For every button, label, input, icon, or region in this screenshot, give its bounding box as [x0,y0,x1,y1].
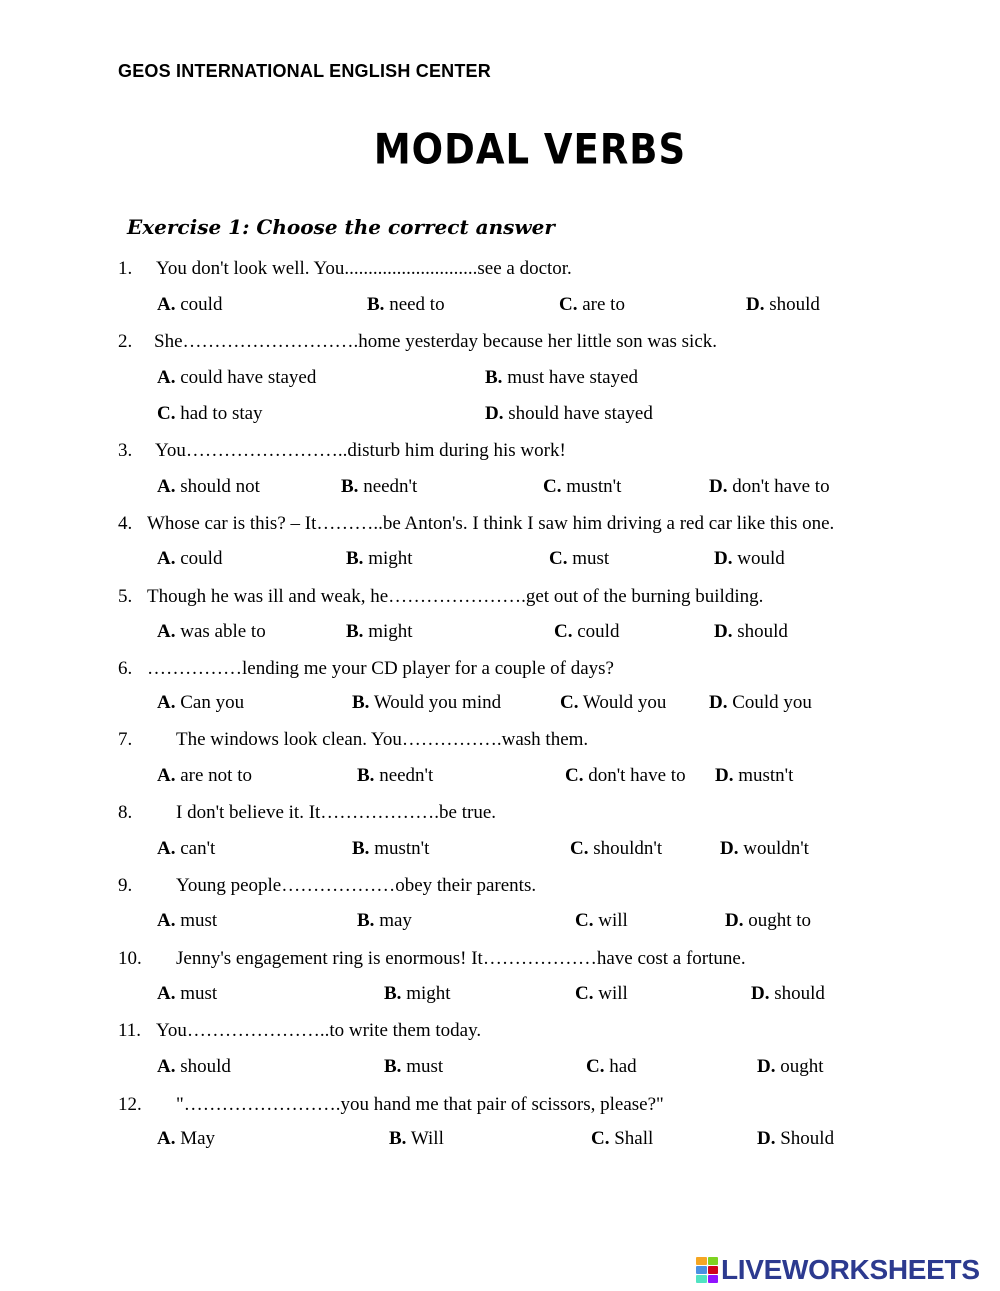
option-letter: A. [157,621,176,642]
question-4-option-a[interactable] [157,547,222,571]
option-text: must have stayed [507,367,639,388]
logo-text: LIVEWORKSHEETS [721,1254,980,1285]
question-4-number: 4. [118,513,133,534]
question-8-option-b[interactable] [352,837,429,861]
option-letter: D. [709,692,728,713]
option-letter: D. [720,838,739,859]
question-9-option-c[interactable] [575,909,628,933]
option-text: can't [180,838,216,859]
question-3-option-a[interactable] [157,475,260,499]
liveworksheets-logo-icon [696,1257,718,1283]
liveworksheets-logo [696,1255,980,1285]
option-text: are to [582,294,625,315]
question-1-option-c[interactable] [559,293,625,317]
option-letter: C. [565,765,584,786]
option-letter: C. [543,476,562,497]
question-2-text: She……………………….home yesterday because her little son was sick. [154,331,718,352]
question-2-option-a[interactable] [157,366,316,390]
option-letter: D. [709,476,728,497]
exercise-title: Exercise 1: Choose the correct answer [127,215,555,239]
option-letter: C. [157,403,176,424]
question-9-option-d[interactable] [725,909,811,933]
question-9-number: 9. [118,875,133,896]
question-8-option-c[interactable] [570,837,662,861]
question-10-number: 10. [118,948,142,969]
question-5-option-c[interactable] [554,620,619,644]
question-7-option-b[interactable] [357,764,433,788]
option-letter: B. [346,548,364,569]
question-8-text: I don't believe it. It……………….be true. [176,802,497,823]
option-letter: A. [157,1056,176,1077]
option-letter: A. [157,910,176,931]
option-text: Would you [582,692,667,713]
question-5-option-b[interactable] [346,620,413,644]
option-letter: B. [341,476,359,497]
option-letter: D. [746,294,765,315]
option-text: must [180,983,218,1004]
option-text: needn't [363,476,418,497]
option-letter: C. [575,983,594,1004]
option-text: May [180,1128,216,1149]
option-text: should have stayed [508,403,653,424]
option-text: should [774,983,825,1004]
option-text: was able to [180,621,266,642]
option-text: wouldn't [743,838,809,859]
question-6-option-c[interactable] [560,691,666,715]
option-letter: C. [575,910,594,931]
question-9-option-b[interactable] [357,909,412,933]
option-text: needn't [379,765,434,786]
option-letter: C. [554,621,573,642]
question-1-option-d[interactable] [746,293,820,317]
option-text: could [180,294,223,315]
option-text: will [598,910,628,931]
option-letter: D. [714,548,733,569]
option-text: might [406,983,451,1004]
option-text: should not [180,476,260,497]
question-10-option-c[interactable] [575,982,628,1006]
option-text: are not to [180,765,252,786]
question-6-option-d[interactable] [709,691,812,715]
question-4-option-b[interactable] [346,547,413,571]
question-10-option-b[interactable] [384,982,451,1006]
question-12-option-c[interactable] [591,1127,653,1151]
option-text: would [737,548,785,569]
question-3-option-c[interactable] [543,475,621,499]
question-11-option-a[interactable] [157,1055,231,1079]
option-text: could [180,548,223,569]
center-name: GEOS INTERNATIONAL ENGLISH CENTER [118,61,491,81]
option-text: will [598,983,628,1004]
option-letter: C. [559,294,578,315]
option-letter: B. [384,1056,402,1077]
question-10-option-d[interactable] [751,982,825,1006]
option-text: don't have to [732,476,830,497]
option-letter: B. [485,367,503,388]
option-letter: C. [591,1128,610,1149]
option-text: should [737,621,788,642]
option-letter: D. [715,765,734,786]
option-letter: C. [570,838,589,859]
option-letter: A. [157,983,176,1004]
option-letter: A. [157,692,176,713]
option-letter: A. [157,367,176,388]
option-text: had [609,1056,637,1077]
option-letter: A. [157,294,176,315]
option-text: might [368,548,413,569]
question-10-text: Jenny's engagement ring is enormous! It………………have cost a fortune. [176,948,746,969]
question-4-text: Whose car is this? – It………..be Anton's. I think I saw him driving a red car like this one. [147,513,835,534]
question-5-number: 5. [118,586,133,607]
question-4-option-d[interactable] [714,547,785,571]
question-1-text: You don't look well. You............................see a doctor. [156,258,572,279]
question-7-text: The windows look clean. You…………….wash them. [176,729,589,750]
option-letter: A. [157,765,176,786]
option-text: should [769,294,820,315]
option-letter: A. [157,838,176,859]
option-text: mustn't [566,476,622,497]
option-text: Will [410,1128,444,1149]
option-text: need to [389,294,445,315]
page-title: MODAL VERBS [373,125,687,174]
option-letter: D. [751,983,770,1004]
option-text: had to stay [180,403,263,424]
question-5-option-a[interactable] [157,620,266,644]
question-3-text: You……………………..disturb him during his work! [155,440,566,461]
option-letter: B. [357,910,375,931]
question-12-option-b[interactable] [389,1127,444,1151]
option-text: ought [780,1056,824,1077]
option-text: don't have to [588,765,686,786]
question-2-number: 2. [118,331,133,352]
option-text: must [180,910,218,931]
option-letter: B. [352,838,370,859]
option-letter: D. [714,621,733,642]
option-letter: B. [384,983,402,1004]
question-9-option-a[interactable] [157,909,217,933]
question-5-text: Though he was ill and weak, he………………….get out of the burning building. [147,586,764,607]
question-12-option-d[interactable] [757,1127,834,1151]
option-letter: D. [757,1056,776,1077]
option-letter: D. [725,910,744,931]
option-text: mustn't [738,765,794,786]
question-5-option-d[interactable] [714,620,788,644]
question-11-option-b[interactable] [384,1055,443,1079]
question-11-text: You…………………..to write them today. [156,1020,482,1041]
option-letter: C. [549,548,568,569]
question-2-option-d[interactable] [485,402,653,426]
option-text: must [572,548,610,569]
question-2-option-b[interactable] [485,366,638,390]
option-text: could have stayed [180,367,317,388]
question-8-option-a[interactable] [157,837,215,861]
question-3-option-b[interactable] [341,475,417,499]
question-11-option-d[interactable] [757,1055,824,1079]
question-1-option-b[interactable] [367,293,445,317]
question-2-option-c[interactable] [157,402,263,426]
option-text: shouldn't [593,838,663,859]
question-12-text: "…………………….you hand me that pair of scissors, please?" [176,1094,664,1115]
option-text: Can you [180,692,245,713]
question-12-option-a[interactable] [157,1127,215,1151]
option-text: could [577,621,620,642]
option-text: must [406,1056,444,1077]
question-6-number: 6. [118,658,133,679]
option-text: ought to [748,910,812,931]
option-text: might [368,621,413,642]
option-text: Shall [614,1128,654,1149]
option-text: Should [780,1128,835,1149]
question-11-option-c[interactable] [586,1055,637,1079]
option-letter: B. [367,294,385,315]
question-9-text: Young people………………obey their parents. [176,875,537,896]
question-8-option-d[interactable] [720,837,809,861]
question-3-option-d[interactable] [709,475,830,499]
question-3-number: 3. [118,440,133,461]
question-7-option-d[interactable] [715,764,793,788]
question-6-text: ……………lending me your CD player for a couple of days? [147,658,614,679]
question-1-option-a[interactable] [157,293,222,317]
option-text: should [180,1056,231,1077]
question-7-option-c[interactable] [565,764,686,788]
option-letter: B. [357,765,375,786]
option-letter: B. [352,692,370,713]
option-text: Would you mind [373,692,502,713]
option-letter: C. [586,1056,605,1077]
question-6-option-a[interactable] [157,691,244,715]
option-letter: A. [157,548,176,569]
option-letter: B. [346,621,364,642]
question-12-number: 12. [118,1094,142,1115]
option-letter: D. [757,1128,776,1149]
question-7-option-a[interactable] [157,764,252,788]
question-8-number: 8. [118,802,133,823]
question-1-number: 1. [118,258,133,279]
option-text: mustn't [374,838,430,859]
question-6-option-b[interactable] [352,691,501,715]
question-4-option-c[interactable] [549,547,609,571]
question-10-option-a[interactable] [157,982,217,1006]
option-letter: A. [157,476,176,497]
option-text: Could you [732,692,812,713]
option-letter: B. [389,1128,407,1149]
option-letter: C. [560,692,579,713]
question-7-number: 7. [118,729,133,750]
option-letter: D. [485,403,504,424]
question-11-number: 11. [118,1020,142,1041]
option-letter: A. [157,1128,176,1149]
option-text: may [379,910,412,931]
